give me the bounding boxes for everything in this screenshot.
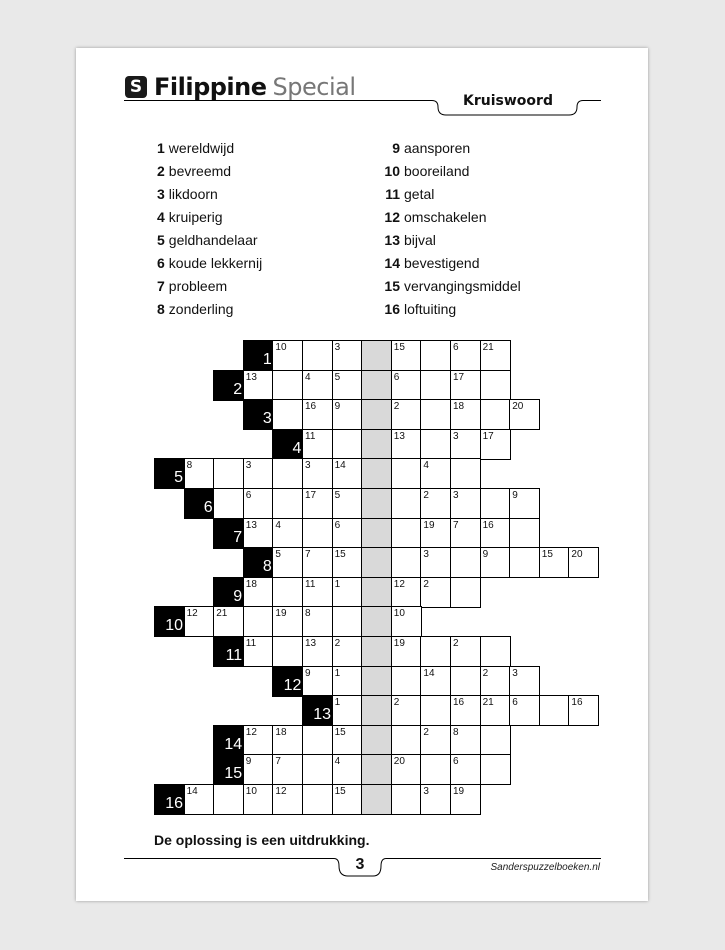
grid-cell[interactable] <box>450 666 481 697</box>
cell-number: 20 <box>393 756 405 768</box>
solution-cell[interactable] <box>361 725 392 756</box>
cell-number: 6 <box>334 519 341 531</box>
row-label: 16 <box>154 784 185 815</box>
clue-text: koude lekkernij <box>168 255 263 271</box>
cell-number: 9 <box>482 549 489 561</box>
grid-cell[interactable] <box>243 636 274 667</box>
clue-number: 9 <box>392 140 400 156</box>
cell-number: 21 <box>216 608 228 620</box>
grid-cell[interactable] <box>302 784 333 815</box>
grid-cell[interactable] <box>420 370 451 401</box>
cell-number: 3 <box>334 342 341 353</box>
grid-cell[interactable] <box>332 754 363 785</box>
cell-number: 8 <box>305 608 311 620</box>
grid-cell[interactable] <box>450 458 481 489</box>
grid-cell[interactable] <box>332 606 363 637</box>
cell-number: 15 <box>334 549 346 561</box>
row-label: 9 <box>213 577 244 608</box>
cell-number: 13 <box>393 430 405 442</box>
cell-number: 20 <box>571 549 583 561</box>
clue-number: 8 <box>157 301 165 317</box>
clue-number: 15 <box>384 278 400 294</box>
clue-text: likdoorn <box>168 186 218 202</box>
grid-cell[interactable] <box>332 488 363 519</box>
grid-cell[interactable] <box>450 370 481 401</box>
cell-number: 18 <box>453 401 465 413</box>
grid-cell[interactable] <box>450 488 481 519</box>
grid-cell[interactable] <box>568 547 599 578</box>
clue-number: 14 <box>384 255 400 271</box>
grid-cell[interactable] <box>272 340 303 371</box>
grid-cell[interactable] <box>332 577 363 608</box>
cell-number: 7 <box>305 549 311 561</box>
cell-number: 15 <box>541 549 553 561</box>
grid-cell[interactable] <box>450 547 481 578</box>
grid-cell[interactable] <box>480 370 511 401</box>
grid-cell[interactable] <box>509 399 540 430</box>
grid-cell[interactable] <box>391 458 422 489</box>
solution-cell[interactable] <box>361 695 392 726</box>
grid-cell[interactable] <box>391 488 422 519</box>
clue-text: aansporen <box>404 140 471 156</box>
brand-name: Filippine <box>154 73 267 101</box>
cell-number: 6 <box>245 490 252 501</box>
clue-text: omschakelen <box>404 209 487 225</box>
grid-cell[interactable] <box>509 666 540 697</box>
grid-cell[interactable] <box>480 488 511 519</box>
grid-cell[interactable] <box>509 488 540 519</box>
grid-cell[interactable] <box>332 340 363 371</box>
cell-number: 15 <box>334 786 346 797</box>
grid-cell[interactable] <box>302 429 333 460</box>
solution-cell[interactable] <box>361 666 392 697</box>
grid-cell[interactable] <box>391 695 422 726</box>
grid-cell[interactable] <box>272 754 303 785</box>
grid-cell[interactable] <box>420 695 451 726</box>
cell-number: 16 <box>482 519 494 531</box>
solution-cell[interactable] <box>361 458 392 489</box>
cell-number: 4 <box>305 371 311 383</box>
cell-number: 2 <box>393 401 400 413</box>
grid-cell[interactable] <box>391 340 422 371</box>
grid-cell[interactable] <box>213 606 244 637</box>
cell-number: 21 <box>482 697 494 709</box>
cell-number: 9 <box>245 756 252 768</box>
grid-cell[interactable] <box>243 754 274 785</box>
grid-cell[interactable] <box>243 458 274 489</box>
clue-text: bevreemd <box>168 163 232 179</box>
cell-number: 16 <box>453 697 465 709</box>
clue-text: loftuiting <box>404 301 457 317</box>
grid-cell[interactable] <box>420 577 451 608</box>
grid-cell[interactable] <box>332 547 363 578</box>
cell-number: 13 <box>245 519 257 531</box>
grid-cell[interactable] <box>243 606 274 637</box>
grid-cell[interactable] <box>420 636 451 667</box>
solution-cell[interactable] <box>361 636 392 667</box>
grid-cell[interactable] <box>391 577 422 608</box>
clue-number: 10 <box>384 163 400 179</box>
grid-cell[interactable] <box>391 606 422 637</box>
grid-cell[interactable] <box>450 695 481 726</box>
clue-text: bijval <box>404 232 436 248</box>
cell-number: 19 <box>453 786 465 797</box>
cell-number: 2 <box>482 667 489 679</box>
cell-number: 4 <box>334 756 341 768</box>
clue-number: 2 <box>157 163 165 179</box>
grid-cell[interactable] <box>184 458 215 489</box>
cell-number: 19 <box>423 519 435 531</box>
clue-text: wereldwijd <box>168 140 235 156</box>
clue-number: 6 <box>157 255 165 271</box>
grid-cell[interactable] <box>302 488 333 519</box>
cell-number: 9 <box>334 401 341 413</box>
grid-cell[interactable] <box>391 754 422 785</box>
clue-text: booreiland <box>404 163 470 179</box>
grid-cell[interactable] <box>450 518 481 549</box>
grid-cell[interactable] <box>391 725 422 756</box>
row-label: 10 <box>154 606 185 637</box>
cell-number: 2 <box>423 726 429 738</box>
grid-cell[interactable] <box>213 784 244 815</box>
cell-number: 12 <box>186 608 198 620</box>
grid-cell[interactable] <box>243 725 274 756</box>
cell-number: 16 <box>305 401 317 413</box>
grid-cell[interactable] <box>509 518 540 549</box>
grid-cell[interactable] <box>420 754 451 785</box>
grid-cell[interactable] <box>243 784 274 815</box>
grid-cell[interactable] <box>302 754 333 785</box>
cell-number: 1 <box>334 578 341 590</box>
grid-cell[interactable] <box>480 695 511 726</box>
row-label: 7 <box>213 518 244 549</box>
grid-cell[interactable] <box>450 429 481 460</box>
grid-cell[interactable] <box>420 518 451 549</box>
puzzle-type-title: Kruiswoord <box>463 93 553 109</box>
clue-number: 3 <box>157 186 165 202</box>
grid-cell[interactable] <box>332 695 363 726</box>
grid-cell[interactable] <box>302 725 333 756</box>
grid-cell[interactable] <box>509 695 540 726</box>
grid-cell[interactable] <box>450 399 481 430</box>
grid-cell[interactable] <box>420 340 451 371</box>
cell-number: 5 <box>334 371 341 383</box>
clue-number: 16 <box>384 301 400 317</box>
page-number: 3 <box>355 856 365 873</box>
cell-number: 14 <box>423 667 435 679</box>
grid-cell[interactable] <box>539 547 570 578</box>
cell-number: 10 <box>275 342 287 353</box>
row-label: 6 <box>184 488 215 519</box>
clue-text: zonderling <box>168 301 234 317</box>
grid-cell[interactable] <box>272 547 303 578</box>
cell-number: 1 <box>334 667 341 679</box>
cell-number: 17 <box>453 371 465 383</box>
grid-cell[interactable] <box>480 754 511 785</box>
grid-cell[interactable] <box>302 458 333 489</box>
cell-number: 17 <box>305 490 317 501</box>
grid-cell[interactable] <box>391 370 422 401</box>
grid-cell[interactable] <box>480 725 511 756</box>
cell-number: 15 <box>334 726 346 738</box>
grid-cell[interactable] <box>450 754 481 785</box>
cell-number: 8 <box>453 726 459 738</box>
grid-cell[interactable] <box>391 636 422 667</box>
row-label: 5 <box>154 458 185 489</box>
cell-number: 10 <box>245 786 257 797</box>
cell-number: 4 <box>275 519 281 531</box>
cell-number: 2 <box>423 578 429 590</box>
grid-cell[interactable] <box>332 636 363 667</box>
grid-cell[interactable] <box>272 518 303 549</box>
cell-number: 3 <box>453 490 459 501</box>
clue-text: geldhandelaar <box>168 232 258 248</box>
grid-cell[interactable] <box>450 577 481 608</box>
grid-cell[interactable] <box>332 784 363 815</box>
cell-number: 6 <box>453 342 459 353</box>
solution-cell[interactable] <box>361 488 392 519</box>
grid-cell[interactable] <box>509 547 540 578</box>
row-label: 3 <box>243 399 274 430</box>
grid-cell[interactable] <box>450 636 481 667</box>
cell-number: 17 <box>482 430 494 442</box>
cell-number: 9 <box>305 667 311 679</box>
cell-number: 21 <box>482 342 494 353</box>
grid-cell[interactable] <box>450 784 481 815</box>
grid-cell[interactable] <box>420 547 451 578</box>
cell-number: 5 <box>334 490 341 501</box>
clue-number: 13 <box>384 232 400 248</box>
grid-cell[interactable] <box>480 547 511 578</box>
solution-cell[interactable] <box>361 754 392 785</box>
grid-cell[interactable] <box>391 518 422 549</box>
cell-number: 6 <box>393 371 400 383</box>
cell-number: 3 <box>453 430 459 442</box>
row-label: 4 <box>272 429 303 460</box>
grid-cell[interactable] <box>302 340 333 371</box>
cell-number: 11 <box>305 430 316 442</box>
grid-cell[interactable] <box>332 518 363 549</box>
grid-cell[interactable] <box>302 370 333 401</box>
grid-cell[interactable] <box>213 458 244 489</box>
grid-cell[interactable] <box>272 370 303 401</box>
cell-number: 4 <box>423 460 429 472</box>
clue-text: probleem <box>168 278 228 294</box>
grid-cell[interactable] <box>480 429 511 460</box>
grid-cell[interactable] <box>272 784 303 815</box>
grid-cell[interactable] <box>243 370 274 401</box>
grid-cell[interactable] <box>243 577 274 608</box>
grid-cell[interactable] <box>272 725 303 756</box>
grid-cell[interactable] <box>332 725 363 756</box>
grid-cell[interactable] <box>420 784 451 815</box>
grid-cell[interactable] <box>302 399 333 430</box>
grid-cell[interactable] <box>420 429 451 460</box>
cell-number: 10 <box>393 608 405 620</box>
grid-cell[interactable] <box>539 695 570 726</box>
clue-text: kruiperig <box>168 209 223 225</box>
grid-cell[interactable] <box>332 429 363 460</box>
solution-cell[interactable] <box>361 606 392 637</box>
cell-number: 18 <box>275 726 287 738</box>
cell-number: 5 <box>275 549 281 561</box>
grid-cell[interactable] <box>272 488 303 519</box>
cell-number: 2 <box>393 697 400 709</box>
cell-number: 20 <box>512 401 524 413</box>
cell-number: 3 <box>423 549 429 561</box>
row-label: 8 <box>243 547 274 578</box>
grid-cell[interactable] <box>243 488 274 519</box>
grid-cell[interactable] <box>243 518 274 549</box>
row-label: 15 <box>213 754 244 785</box>
cell-number: 3 <box>305 460 311 472</box>
cell-number: 6 <box>512 697 518 709</box>
grid-cell[interactable] <box>184 606 215 637</box>
cell-number: 12 <box>275 786 287 797</box>
cell-number: 3 <box>512 667 518 679</box>
row-label: 2 <box>213 370 244 401</box>
cell-number: 16 <box>571 697 583 709</box>
grid-cell[interactable] <box>272 636 303 667</box>
solution-hint: De oplossing is een uitdrukking. <box>154 832 370 848</box>
grid-cell[interactable] <box>450 340 481 371</box>
solution-cell[interactable] <box>361 340 392 371</box>
cell-number: 3 <box>245 460 252 472</box>
brand-subtitle: Special <box>272 73 356 101</box>
cell-number: 2 <box>334 638 341 649</box>
grid-cell[interactable] <box>391 784 422 815</box>
grid-cell[interactable] <box>480 666 511 697</box>
cell-number: 19 <box>275 608 287 620</box>
solution-cell[interactable] <box>361 518 392 549</box>
grid-cell[interactable] <box>420 725 451 756</box>
grid-cell[interactable] <box>332 370 363 401</box>
grid-cell[interactable] <box>272 577 303 608</box>
cell-number: 14 <box>334 460 346 472</box>
cell-number: 18 <box>245 578 257 590</box>
cell-number: 13 <box>245 371 257 383</box>
logo-icon: S <box>125 76 147 98</box>
solution-cell[interactable] <box>361 577 392 608</box>
cell-number: 3 <box>423 786 429 797</box>
grid-cell[interactable] <box>391 399 422 430</box>
cell-number: 7 <box>275 756 281 768</box>
clue-number: 4 <box>157 209 165 225</box>
grid-cell[interactable] <box>391 429 422 460</box>
grid-cell[interactable] <box>272 458 303 489</box>
row-label: 13 <box>302 695 333 726</box>
solution-cell[interactable] <box>361 784 392 815</box>
cell-number: 2 <box>453 638 459 649</box>
publisher-url: Sanderspuzzelboeken.nl <box>490 862 600 873</box>
grid-cell[interactable] <box>332 458 363 489</box>
grid-cell[interactable] <box>480 340 511 371</box>
grid-cell[interactable] <box>213 488 244 519</box>
clue-text: getal <box>404 186 435 202</box>
grid-cell[interactable] <box>302 518 333 549</box>
clue-number: 12 <box>384 209 400 225</box>
grid-cell[interactable] <box>302 666 333 697</box>
grid-cell[interactable] <box>480 636 511 667</box>
cell-number: 8 <box>186 460 193 472</box>
grid-cell[interactable] <box>272 606 303 637</box>
grid-cell[interactable] <box>391 547 422 578</box>
grid-cell[interactable] <box>302 606 333 637</box>
grid-cell[interactable] <box>332 399 363 430</box>
grid-cell[interactable] <box>480 518 511 549</box>
grid-cell[interactable] <box>420 666 451 697</box>
grid-cell[interactable] <box>391 666 422 697</box>
cell-number: 11 <box>305 578 316 590</box>
cell-number: 2 <box>423 490 429 501</box>
row-label: 12 <box>272 666 303 697</box>
cell-number: 1 <box>334 697 341 709</box>
cell-number: 19 <box>393 638 405 649</box>
grid-cell[interactable] <box>302 577 333 608</box>
clue-number: 7 <box>157 278 165 294</box>
cell-number: 7 <box>453 519 459 531</box>
grid-cell[interactable] <box>302 636 333 667</box>
grid-cell[interactable] <box>420 399 451 430</box>
grid-cell[interactable] <box>420 458 451 489</box>
clue-text: bevestigend <box>404 255 480 271</box>
clue-number: 1 <box>157 140 165 156</box>
clue-number: 11 <box>385 186 400 202</box>
grid-cell[interactable] <box>184 784 215 815</box>
row-label: 14 <box>213 725 244 756</box>
cell-number: 13 <box>305 638 317 649</box>
grid-cell[interactable] <box>480 399 511 430</box>
row-label: 11 <box>213 636 244 667</box>
grid-cell[interactable] <box>302 547 333 578</box>
solution-cell[interactable] <box>361 547 392 578</box>
cell-number: 15 <box>393 342 405 353</box>
grid-cell[interactable] <box>272 399 303 430</box>
grid-cell[interactable] <box>450 725 481 756</box>
clue-text: vervangingsmiddel <box>404 278 521 294</box>
row-label: 1 <box>243 340 274 371</box>
cell-number: 12 <box>393 578 405 590</box>
solution-cell[interactable] <box>361 370 392 401</box>
cell-number: 9 <box>512 490 518 501</box>
cell-number: 11 <box>245 638 257 649</box>
cell-number: 12 <box>245 726 257 738</box>
solution-cell[interactable] <box>361 429 392 460</box>
grid-cell[interactable] <box>332 666 363 697</box>
grid-cell[interactable] <box>568 695 599 726</box>
cell-number: 6 <box>453 756 459 768</box>
clue-number: 5 <box>157 232 165 248</box>
solution-cell[interactable] <box>361 399 392 430</box>
cell-number: 14 <box>186 786 198 797</box>
grid-cell[interactable] <box>420 488 451 519</box>
